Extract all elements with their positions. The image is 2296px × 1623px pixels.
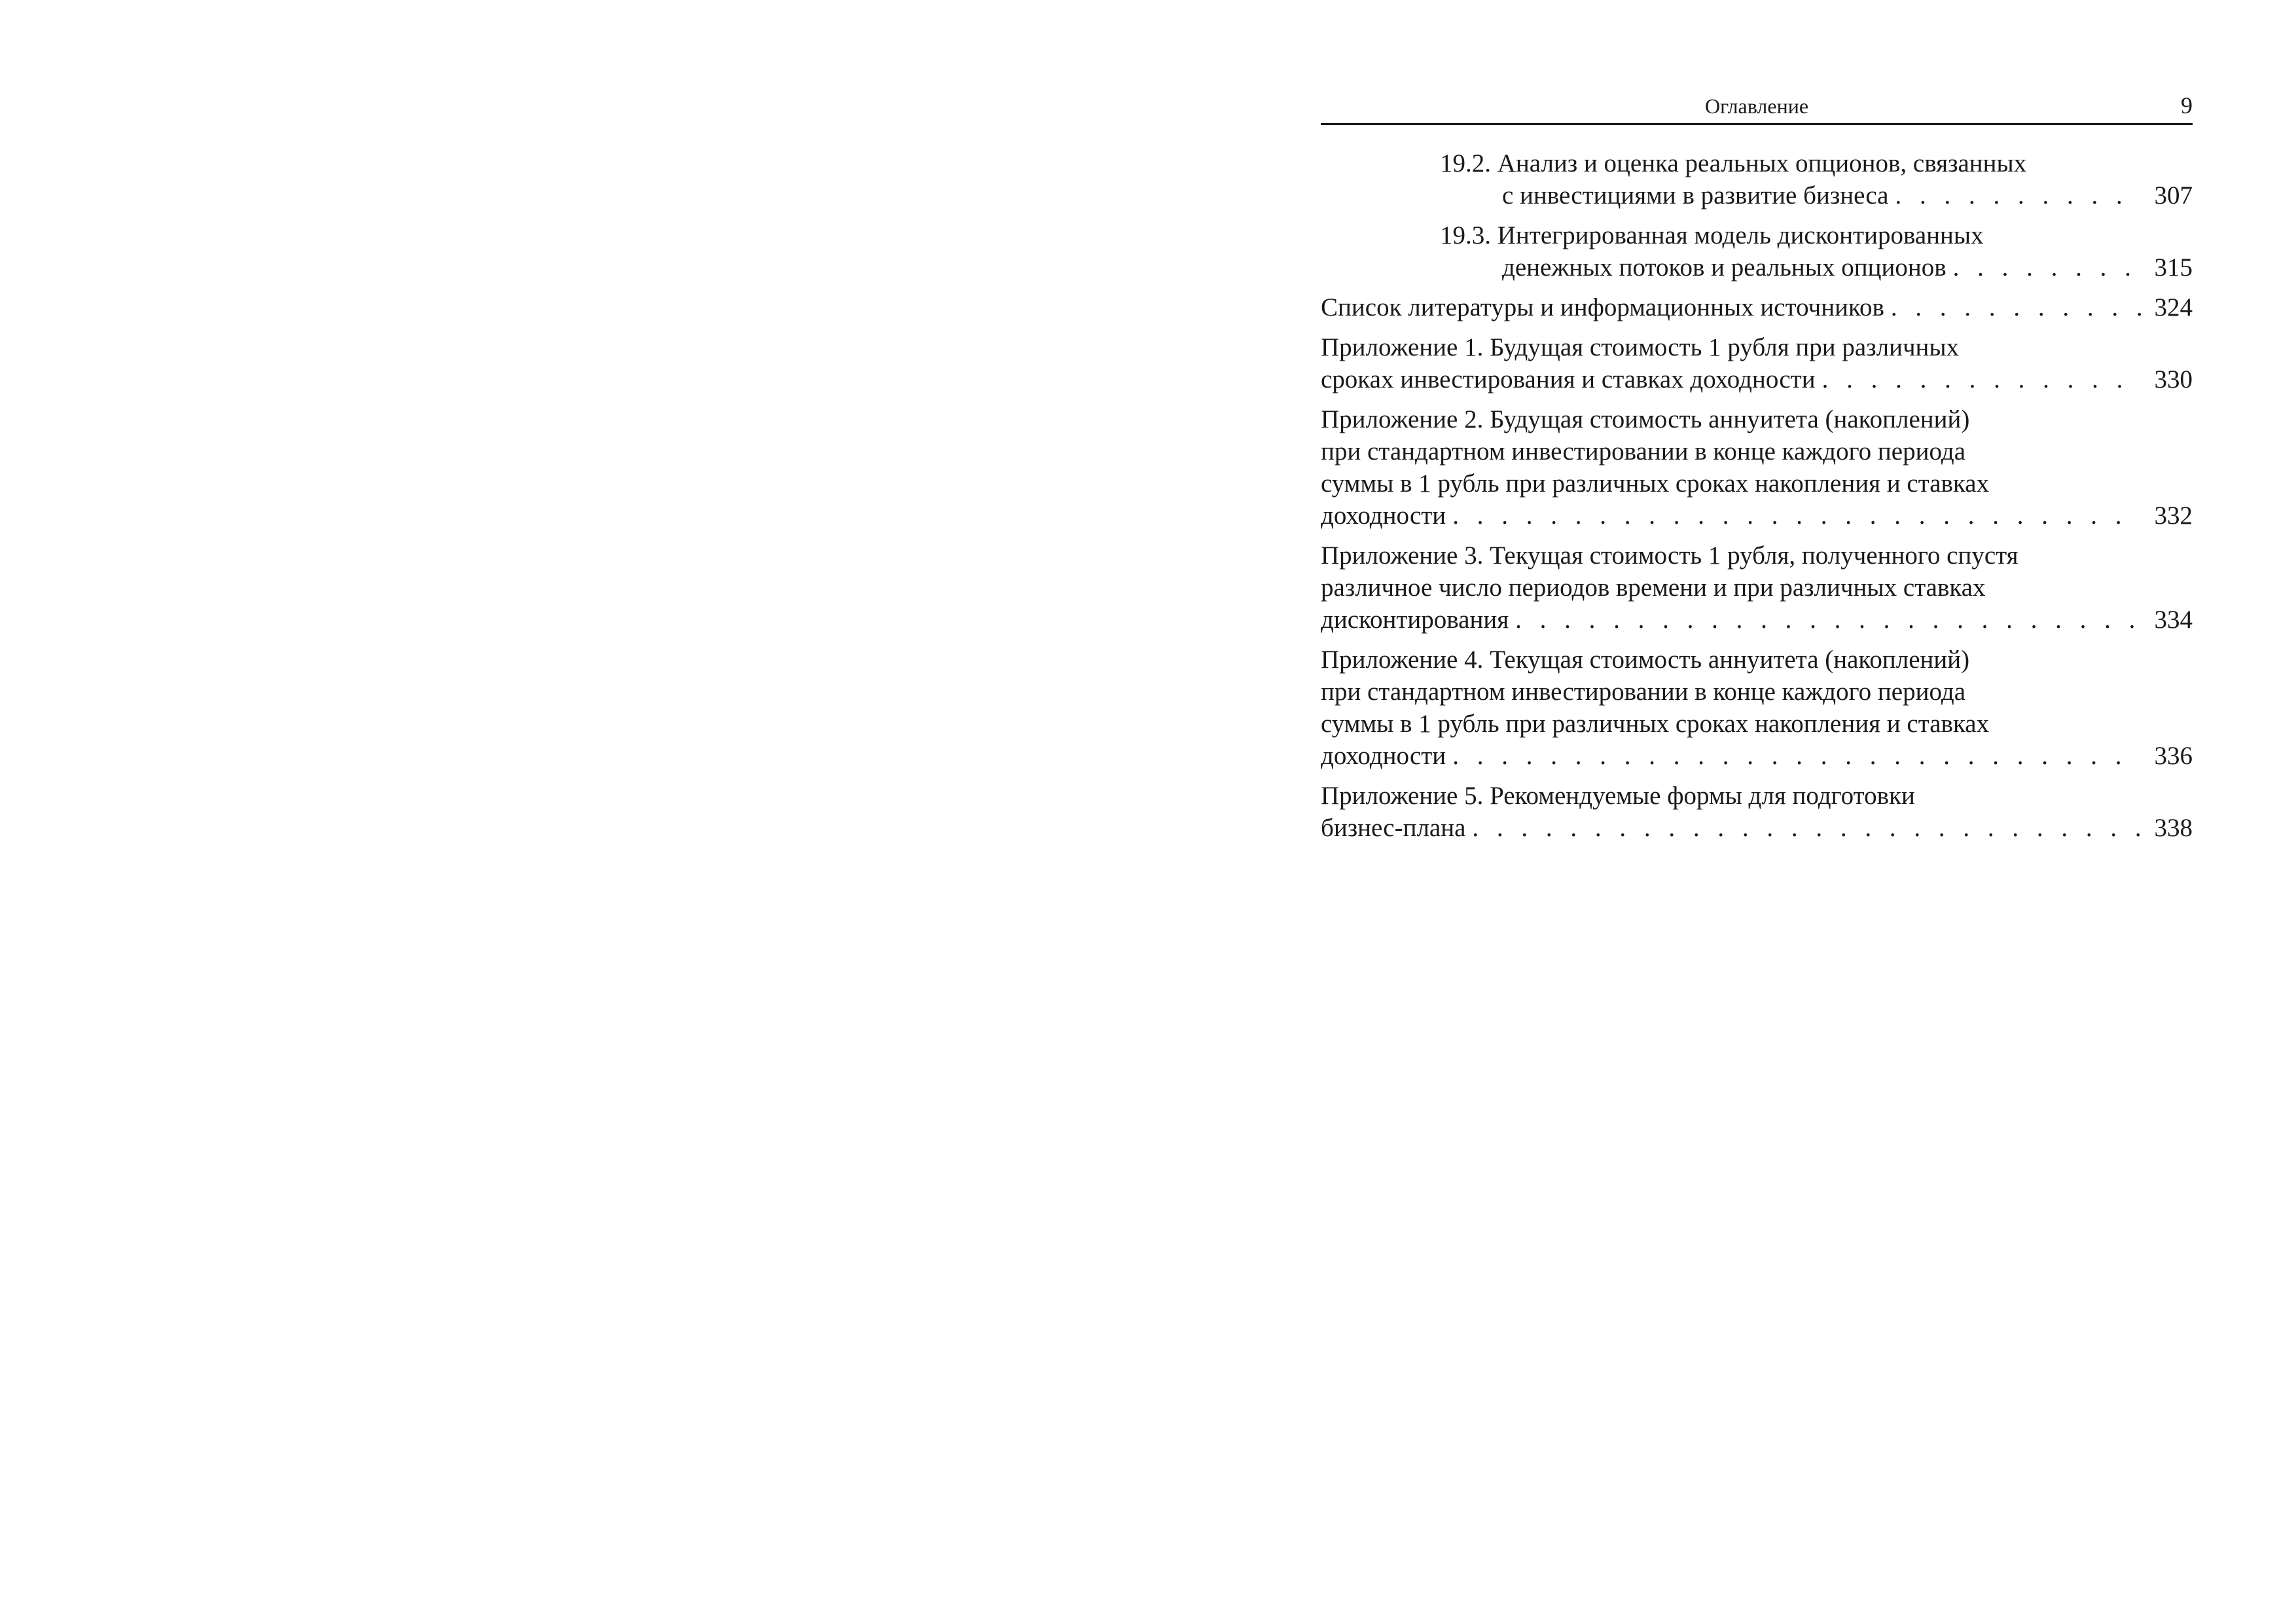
dot-leader <box>1452 740 2142 772</box>
toc-entry-text: дисконтирования <box>1321 606 1509 634</box>
toc-entry-last-line <box>1321 500 2193 532</box>
toc-entry-19-2 <box>1321 147 2193 211</box>
toc-entry-text: 19.2. Анализ и оценка реальных опционов, связанных <box>1440 149 2027 177</box>
toc-entry-bibliography <box>1321 291 2193 323</box>
table-of-contents <box>1321 147 2193 844</box>
toc-entry-text: Приложение 5. Рекомендуемые формы для подготовки <box>1321 782 1915 810</box>
toc-entry-text: Приложение 3. Текущая стоимость 1 рубля, полученного спустя <box>1321 541 2018 570</box>
toc-entry-text: Приложение 2. Будущая стоимость аннуитета (накоплений) <box>1321 405 1970 433</box>
dot-leader <box>1822 363 2142 395</box>
toc-entry-text: суммы в 1 рубль при различных сроках накопления и ставках <box>1321 710 1990 738</box>
toc-entry-last-line <box>1321 812 2193 844</box>
dot-leader <box>1515 604 2142 636</box>
toc-entry-text: денежных потоков и реальных опционов <box>1502 253 1946 282</box>
toc-page-number: 315 <box>2154 253 2193 282</box>
toc-entry-text: бизнес-плана <box>1321 814 1466 842</box>
toc-entry-text: Приложение 4. Текущая стоимость аннуитета (накоплений) <box>1321 646 1970 674</box>
toc-entry-text: Приложение 1. Будущая стоимость 1 рубля при различных <box>1321 333 1960 361</box>
running-head-title: Оглавление <box>1704 94 1809 118</box>
toc-entry-last-line <box>1440 179 2193 211</box>
toc-page-number: 307 <box>2154 181 2193 210</box>
toc-entry-19-3 <box>1321 219 2193 283</box>
toc-entry-text: доходности <box>1321 501 1446 530</box>
dot-leader <box>1452 500 2142 532</box>
toc-entry-text: при стандартном инвестировании в конце каждого периода <box>1321 678 1965 706</box>
toc-page-number: 336 <box>2154 742 2193 770</box>
toc-entry-text: при стандартном инвестировании в конце каждого периода <box>1321 437 1965 465</box>
toc-entry-last-line <box>1321 740 2193 772</box>
toc-entry-appendix-2 <box>1321 403 2193 532</box>
toc-entry-last-line <box>1321 363 2193 395</box>
toc-page-number: 334 <box>2154 606 2193 634</box>
dot-leader <box>1472 812 2142 844</box>
toc-entry-appendix-5 <box>1321 780 2193 844</box>
running-head <box>1321 92 2193 125</box>
toc-entry-text: доходности <box>1321 742 1446 770</box>
toc-entry-text: Список литературы и информационных источников <box>1321 293 1884 321</box>
toc-entry-appendix-1 <box>1321 331 2193 395</box>
toc-entry-appendix-3 <box>1321 539 2193 636</box>
dot-leader <box>1895 179 2142 211</box>
toc-entry-last-line <box>1440 251 2193 283</box>
dot-leader <box>1953 251 2142 283</box>
toc-page <box>1321 92 2193 852</box>
toc-entry-text: 19.3. Интегрированная модель дисконтированных <box>1440 221 1984 249</box>
toc-page-number: 324 <box>2154 293 2193 321</box>
dot-leader <box>1891 291 2142 323</box>
toc-entry-text: различное число периодов времени и при различных ставках <box>1321 574 1986 602</box>
toc-entry-last-line <box>1321 291 2193 323</box>
toc-entry-text: суммы в 1 рубль при различных сроках накопления и ставках <box>1321 469 1990 498</box>
toc-entry-appendix-4 <box>1321 644 2193 772</box>
page-number: 9 <box>2181 92 2193 119</box>
toc-entry-last-line <box>1321 604 2193 636</box>
toc-entry-text: сроках инвестирования и ставках доходности <box>1321 365 1816 393</box>
toc-page-number: 330 <box>2154 365 2193 393</box>
toc-entry-text: с инвестициями в развитие бизнеса <box>1502 181 1889 210</box>
toc-page-number: 332 <box>2154 501 2193 530</box>
toc-page-number: 338 <box>2154 814 2193 842</box>
